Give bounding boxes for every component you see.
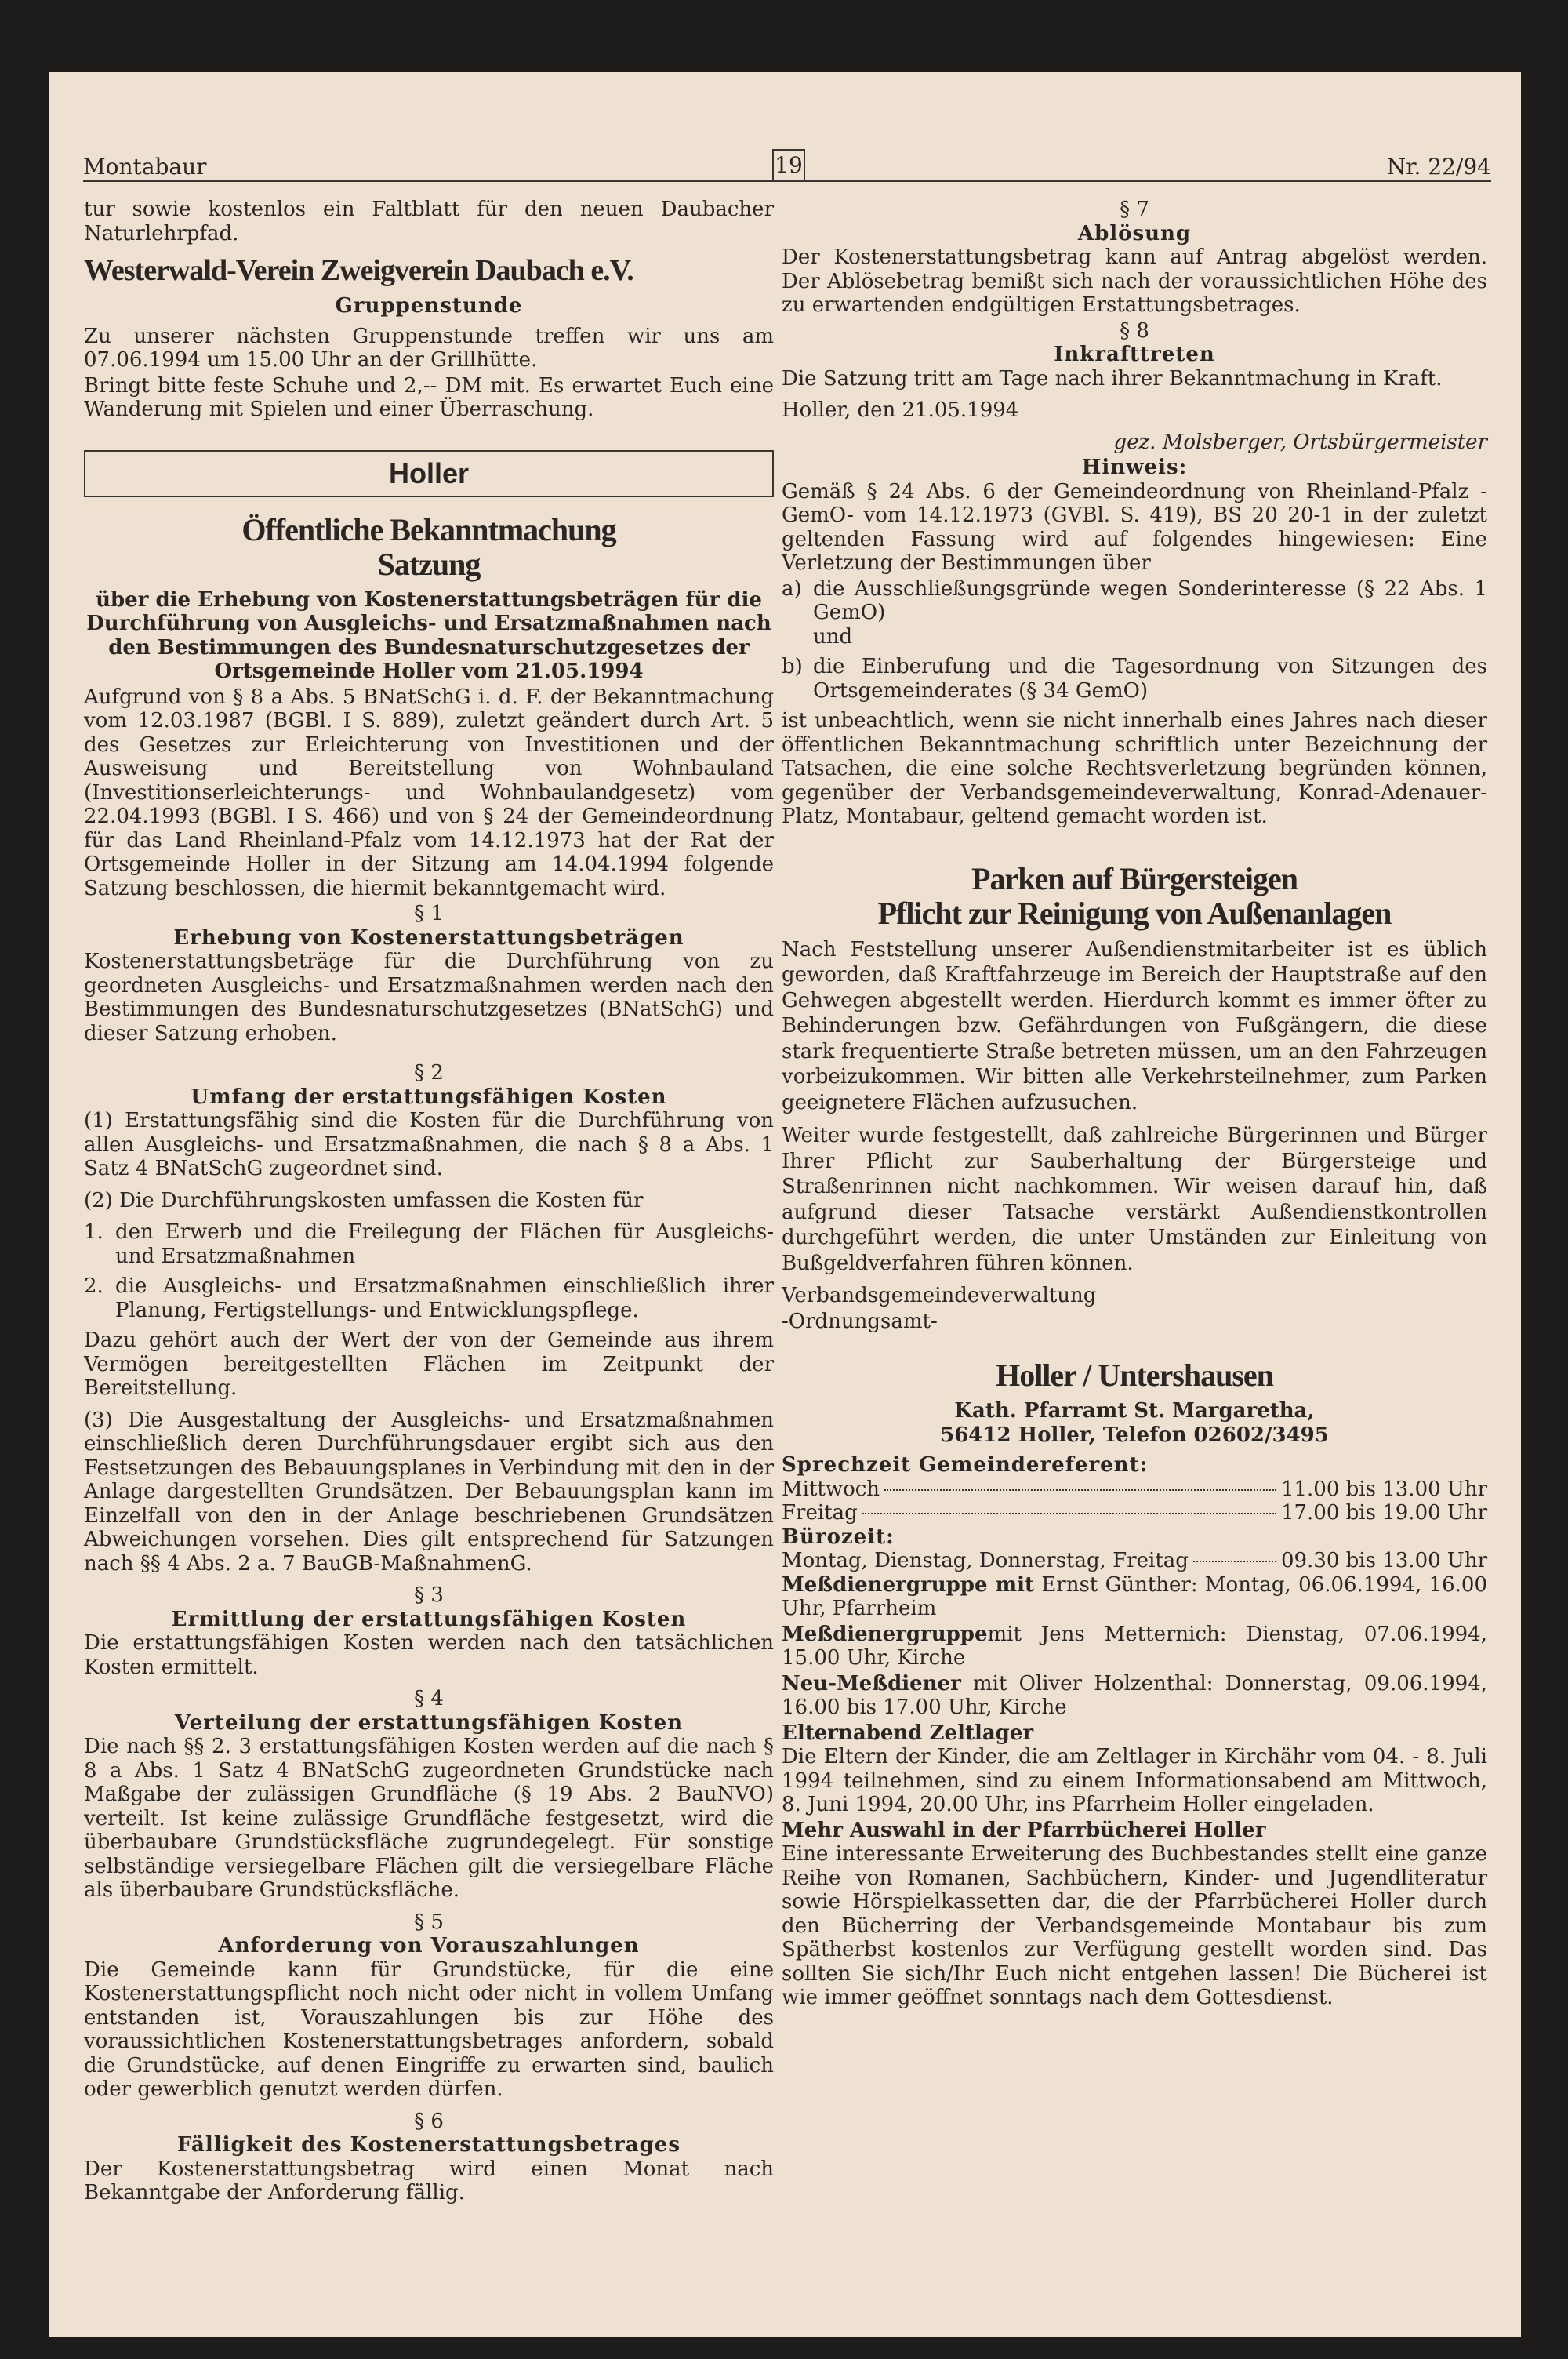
intro-text: tur sowie kostenlos ein Faltblatt für den neuen Daubacher Naturlehrpfad. [84,198,774,245]
holler-section-box: Holler [84,450,774,497]
altar-servers-3-text: mit Oliver Holzenthal: Donnerstag, 09.06.1994, 16.00 bis 17.00 Uhr, Kirche [782,1671,1487,1719]
section-7-title: Ablösung [1077,221,1192,245]
section-3-title: Ermittlung der erstattungsfähigen Kosten [171,1607,687,1631]
parish-name: Kath. Pfarramt St. Margaretha, [954,1399,1315,1423]
altar-servers-3 [782,1672,1487,1720]
library-title: Mehr Auswahl in der Pfarrbücherei Holler [782,1818,1266,1842]
dot-leader [1193,1561,1276,1562]
time-value: 11.00 bis 13.00 Uhr [1280,1477,1487,1501]
statute-date: Holler, den 21.05.1994 [782,398,1019,422]
announcement-title: Öffentliche Bekanntmachung [241,511,616,547]
list-number: b) [782,655,803,678]
section-7-number: § 7 [1120,198,1149,221]
altar-servers-2-label: Meßdienergruppe [782,1622,988,1646]
list-item [782,577,1487,625]
statute-title: Satzung [377,546,481,582]
list-item [84,1274,774,1322]
list-item [782,625,1487,649]
day-label: Mittwoch [782,1477,880,1501]
signature: gez. Molsberger, Ortsbürgermeister [1113,430,1487,454]
section-8-title: Inkrafttreten [1054,343,1215,366]
list-item [782,1501,1487,1525]
list-item [782,1478,1487,1502]
library-text: Eine interessante Erweiterung des Buchbestandes stellt eine ganze Reihe von Romanen, Sachbüchern, Kinder- und Jugendliteratur sowie Hörspielkassetten dar, die der Pfarrbücherei Holler durch den Bücherring der Verbandsgemeinde Montabaur bis zum Spätherbst kostenlos zur Verfügung gestellt worden sind. Das sollten Sie sich/Ihr Euch nicht entgehen lassen! Die Bücherei ist wie immer geöffnet sonntags nach dem Gottesdienst. [782,1842,1487,2009]
altar-servers-2 [782,1623,1487,1670]
list-text: den Erwerb und die Freilegung der Flächen für Ausgleichs- und Ersatzmaßnahmen [115,1220,774,1268]
notice-title: Hinweis: [1081,456,1188,479]
list-item [782,1549,1487,1573]
section-1-number: § 1 [414,902,444,925]
altar-servers-1 [782,1573,1487,1621]
parents-evening-text: Die Eltern der Kinder, die am Zeltlager in Kirchähr vom 04. - 8. Juli 1994 teilnehmen, sind zu einem Informationsabend am Mittwoch, 8. Juni 1994, 20.00 Uhr, ins Pfarrheim Holler eingeladen. [782,1745,1487,1816]
westerwald-subtitle: Gruppenstunde [335,294,523,318]
header-town: Montabaur [83,154,207,180]
section-2-title: Umfang der erstattungsfähigen Kosten [191,1085,667,1109]
section-7-text: Der Kostenerstattungsbetrag kann auf Antrag abgelöst werden. Der Ablösebetrag bemißt sich nach der voraussichtlichen Höhe des zu erwartenden endgültigen Erstattungsbetrages. [782,245,1487,317]
list-item [84,1220,774,1268]
parish-address: 56412 Holler, Telefon 02602/3495 [940,1423,1329,1447]
parking-signature-1: Verbandsgemeindeverwaltung [782,1284,1097,1307]
list-text: die Ausschließungsgründe wegen Sonderinteresse (§ 22 Abs. 1 GemO) [813,576,1487,624]
list-text: die Ausgleichs- und Ersatzmaßnahmen einschließlich ihrer Planung, Fertigstellungs- und Entwicklungspflege. [115,1274,774,1322]
section-1-text: Kostenerstattungsbeträge für die Durchführung von zu geordneten Ausgleichs- und Ersatzmaßnahmen werden nach den Bestimmungen des Bundesnaturschutzgesetzes (BNatSchG) und dieser Satzung erhoben. [84,950,774,1045]
section-5-text: Die Gemeinde kann für Grundstücke, für die eine Kostenerstattungspflicht noch nicht oder nicht in vollem Umfang entstanden ist, Vorauszahlungen bis zur Höhe des voraussichtlichen Kostenerstattungsbetrages anfordern, sobald die Grundstücke, auf denen Eingriffe zu erwarten sind, baulich oder gewerblich genutzt werden dürfen. [84,1957,774,2101]
section-6-title: Fälligkeit des Kostenerstattungsbetrages [176,2133,681,2157]
westerwald-text-2: Bringt bitte feste Schuhe und 2,-- DM mit. Es erwartet Euch eine Wanderung mit Spielen und einer Überraschung. [84,373,774,421]
altar-servers-2-text: mit Jens Metternich: Dienstag, 07.06.1994, 15.00 Uhr, Kirche [782,1622,1487,1670]
dot-leader [862,1513,1276,1514]
parking-text-1: Nach Feststellung unserer Außendienstmitarbeiter ist es üblich geworden, daß Kraftfahrzeuge im Bereich der Hauptstraße auf den Gehwegen abgestellt werden. Hierdurch kommt es immer öfter zu Behinderungen bzw. Gefährdungen von Fußgängern, die diese stark frequentierte Straße betreten müssen, um an den Fahrzeugen vorbeizukommen. Wir bitten alle Verkehrsteilnehmer, zum Parken geeignetere Flächen aufzusuchen. [782,937,1487,1114]
notice-text-2: ist unbeachtlich, wenn sie nicht innerhalb eines Jahres nach dieser öffentlichen Bekanntmachung schriftlich unter Bezeichnung der Tatsachen, die eine solche Rechtsverletzung begründen können, gegenüber der Verbandsgemeindeverwaltung, Konrad-Adenauer-Platz, Montabaur, geltend gemacht worden ist. [782,709,1487,828]
newspaper-page [49,72,1521,2337]
section-6-number: § 6 [414,2109,444,2133]
statute-intro: Aufgrund von § 8 a Abs. 5 BNatSchG i. d. F. der Bekanntmachung vom 12.03.1987 (BGBl. I S. 889), zuletzt geändert durch Art. 5 des Gesetzes zur Erleichterung von Investitionen und der Ausweisung und Bereitstellung von Wohnbauland (Investitionserleichterungs- und Wohnbaulandgesetz) vom 22.04.1993 (BGBl. I S. 466) und von § 24 der Gemeindeordnung für das Land Rheinland-Pfalz vom 14.12.1973 hat der Rat der Ortsgemeinde Holler in der Sitzung am 14.04.1994 folgende Satzung beschlossen, die hiermit bekanntgemacht wird. [84,685,774,900]
day-label: Freitag [782,1501,858,1525]
section-5-title: Anforderung von Vorauszahlungen [218,1934,640,1957]
section-8-number: § 8 [1120,318,1149,343]
list-number: 1. [84,1220,103,1244]
westerwald-title: Westerwald-Verein Zweigverein Daubach e.V. [84,254,633,287]
right-column [782,198,1487,2012]
section-3-text: Die erstattungsfähigen Kosten werden nach den tatsächlichen Kosten ermittelt. [84,1631,774,1679]
section-3-number: § 3 [414,1583,444,1607]
section-5-number: § 5 [414,1910,444,1934]
list-number: a) [782,576,802,601]
section-2-text-3: Dazu gehört auch der Wert der von der Gemeinde aus ihrem Vermögen bereitgestellten Flächen im Zeitpunkt der Bereitstellung. [84,1329,774,1400]
notice-text-1: Gemäß § 24 Abs. 6 der Gemeindeordnung von Rheinland-Pfalz -GemO- vom 14.12.1973 (GVBl. S. 419), BS 20 20-1 in der zuletzt geltenden Fassung wird auf folgendes hingewiesen: Eine Verletzung der Bestimmungen über [782,479,1487,575]
altar-servers-1-label: Meßdienergruppe mit [782,1572,1034,1597]
section-2-text-1: (1) Erstattungsfähig sind die Kosten für die Durchführung von allen Ausgleichs- und Ersatzmaßnahmen, die nach § 8 a Abs. 1 Satz 4 BNatSchG zugeordnet sind. [84,1109,774,1180]
time-value: 17.00 bis 19.00 Uhr [1280,1501,1487,1525]
section-1-title: Erhebung von Kostenerstattungsbeträgen [173,925,684,950]
list-text: die Einberufung und die Tagesordnung von Sitzungen des Ortsgemeinderates (§ 34 GemO) [813,655,1487,703]
section-4-number: § 4 [414,1687,444,1710]
page-header [83,154,1491,182]
section-8-text: Die Satzung tritt am Tage nach ihrer Bekanntmachung in Kraft. [782,366,1443,391]
statute-subtitle: über die Erhebung von Kostenerstattungsbeträgen für die Durchführung von Ausgleichs- und Ersatzmaßnahmen nach den Bestimmungen des Bundesnaturschutzgesetzes der Ortsgemeinde Holler vom 21.05.1994 [86,587,771,683]
parking-text-2: Weiter wurde festgestellt, daß zahlreiche Bürgerinnen und Bürger Ihrer Pflicht zur Sauberhaltung der Bürgersteige und Straßenrinnen nicht nachkommen. Wir weisen darauf hin, daß aufgrund dieser Tatsache verstärkt Außendienstkontrollen durchgeführt werden, die unter Umständen zur Einleitung von Bußgeldverfahren führen können. [782,1124,1487,1275]
list-number [782,625,813,649]
page-number: 19 [772,149,805,182]
list-text: und [813,624,853,649]
left-column [84,198,774,2207]
office-time-title: Bürozeit: [782,1525,895,1549]
parking-title-1: Parken auf Bürgersteigen [971,860,1298,896]
section-4-text: Die nach §§ 2. 3 erstattungsfähigen Kosten werden auf die nach § 8 a Abs. 1 Satz 4 BNatSchG zugeordneten Grundstücke nach Maßgabe der zulässigen Grundfläche (§ 19 Abs. 2 BauNVO) verteilt. Ist keine zulässige Grundfläche festgesetzt, wird die überbaubare Grundstücksfläche zugrundegelegt. Für sonstige selbständige versiegelbare Flächen gilt die versiegelbare Fläche als überbaubare Grundstücksfläche. [84,1735,774,1902]
altar-servers-3-label: Neu-Meßdiener [782,1671,961,1696]
westerwald-text-1: Zu unserer nächsten Gruppenstunde treffen wir uns am 07.06.1994 um 15.00 Uhr an der Grillhütte. [84,324,774,372]
holler-untershausen-title: Holler / Untershausen [996,1358,1273,1393]
section-6-text: Der Kostenerstattungsbetrag wird einen Monat nach Bekanntgabe der Anforderung fällig. [84,2157,774,2205]
parking-title-2: Pflicht zur Reinigung von Außenanlagen [877,895,1392,931]
time-value: 09.30 bis 13.00 Uhr [1280,1549,1487,1572]
parents-evening-title: Elternabend Zeltlager [782,1721,1034,1745]
section-4-title: Verteilung der erstattungsfähigen Kosten [174,1710,684,1735]
office-hours-title: Sprechzeit Gemeindereferent: [782,1453,1149,1477]
dot-leader [884,1489,1276,1491]
list-item [782,655,1487,703]
altar-servers-1-text: Ernst Günther: Montag, 06.06.1994, 16.00 Uhr, Pfarrheim [782,1572,1487,1620]
list-number: 2. [84,1274,103,1298]
section-2-text-2: (2) Die Durchführungskosten umfassen die Kosten für [84,1188,644,1212]
section-2-text-4: (3) Die Ausgestaltung der Ausgleichs- und Ersatzmaßnahmen einschließlich deren Durchführungsdauer ergibt sich aus den Festsetzungen des Bebauungsplanes in Verbindung mit den in der Anlage dargestellten Grundsätzen. Der Bebauungsplan kann im Einzelfall von den in der Anlage beschriebenen Grundsätzen Abweichungen vorsehen. Dies gilt entsprechend für Satzungen nach §§ 4 Abs. 2 a. 7 BauGB-MaßnahmenG. [84,1408,774,1576]
day-label: Montag, Dienstag, Donnerstag, Freitag [782,1549,1189,1572]
section-2-number: § 2 [414,1061,444,1085]
issue-number: Nr. 22/94 [1386,154,1491,180]
parking-signature-2: -Ordnungsamt- [782,1309,938,1333]
